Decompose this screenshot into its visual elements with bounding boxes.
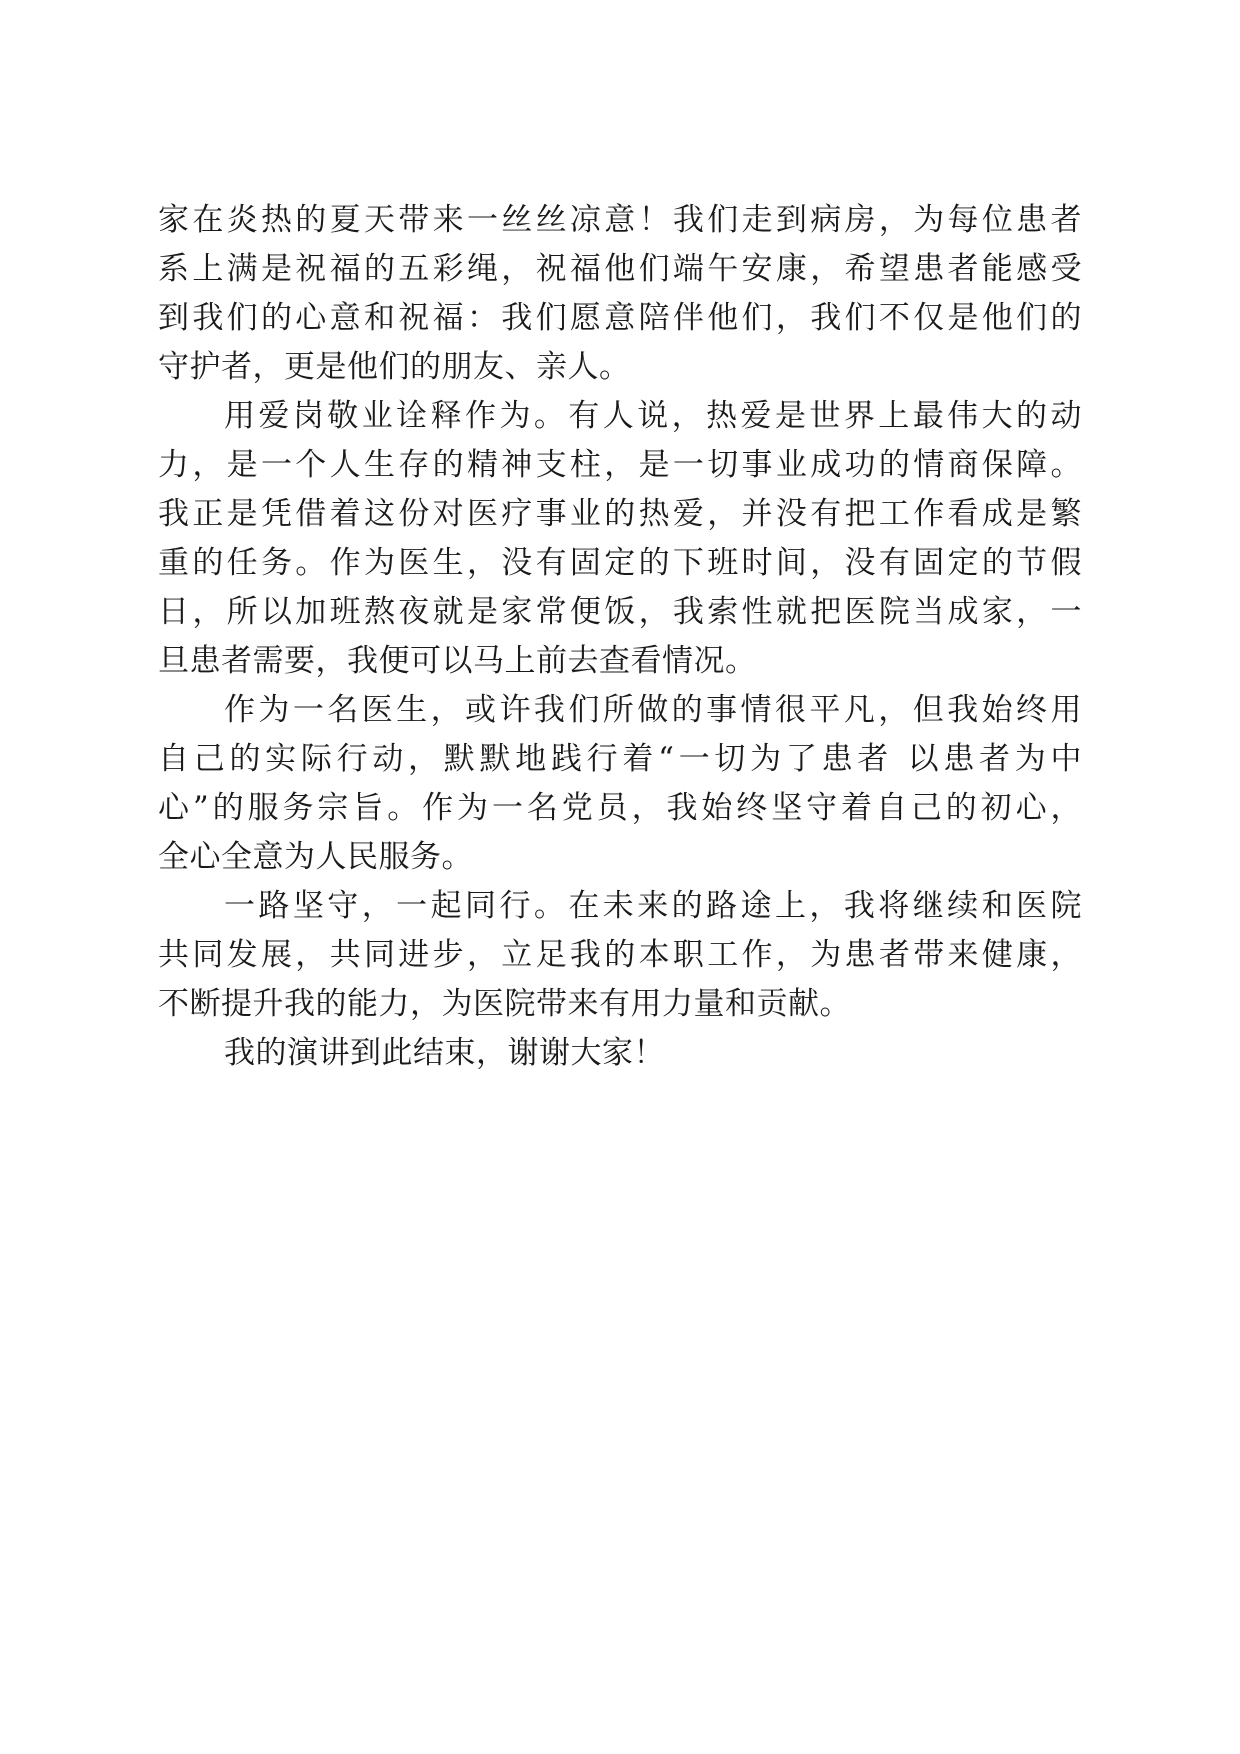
paragraph-line: 力，是一个人生存的精神支柱，是一切事业成功的情商保障。 [158,447,1082,483]
paragraph-2 [158,392,1082,686]
paragraph-3 [158,686,1082,882]
paragraph-line: 我的演讲到此结束，谢谢大家！ [224,1035,665,1071]
document-body [158,196,1082,1078]
paragraph-line: 作为一名医生，或许我们所做的事情很平凡，但我始终用 [224,692,1082,728]
paragraph-1 [158,196,1082,392]
paragraph-line: 全心全意为人民服务。 [158,839,473,875]
paragraph-line: 我正是凭借着这份对医疗事业的热爱，并没有把工作看成是繁 [158,496,1082,532]
paragraph-line: 旦患者需要，我便可以马上前去查看情况。 [158,643,757,679]
paragraph-line: 自己的实际行动，默默地践行着“一切为了患者 以患者为中 [158,741,1082,777]
paragraph-line: 一路坚守，一起同行。在未来的路途上，我将继续和医院 [224,888,1082,924]
paragraph-line: 共同发展，共同进步，立足我的本职工作，为患者带来健康， [158,937,1082,973]
paragraph-line: 不断提升我的能力，为医院带来有用力量和贡献。 [158,986,851,1022]
paragraph-5 [158,1029,1082,1078]
paragraph-line: 系上满是祝福的五彩绳，祝福他们端午安康，希望患者能感受 [158,251,1082,287]
paragraph-line: 重的任务。作为医生，没有固定的下班时间，没有固定的节假 [158,545,1082,581]
paragraph-line: 守护者，更是他们的朋友、亲人。 [158,349,631,385]
paragraph-line: 家在炎热的夏天带来一丝丝凉意！我们走到病房，为每位患者 [158,202,1082,238]
paragraph-4 [158,882,1082,1029]
paragraph-line: 心”的服务宗旨。作为一名党员，我始终坚守着自己的初心， [158,790,1082,826]
paragraph-line: 用爱岗敬业诠释作为。有人说，热爱是世界上最伟大的动 [224,398,1082,434]
paragraph-line: 到我们的心意和祝福：我们愿意陪伴他们，我们不仅是他们的 [158,300,1082,336]
paragraph-line: 日，所以加班熬夜就是家常便饭，我索性就把医院当成家，一 [158,594,1082,630]
